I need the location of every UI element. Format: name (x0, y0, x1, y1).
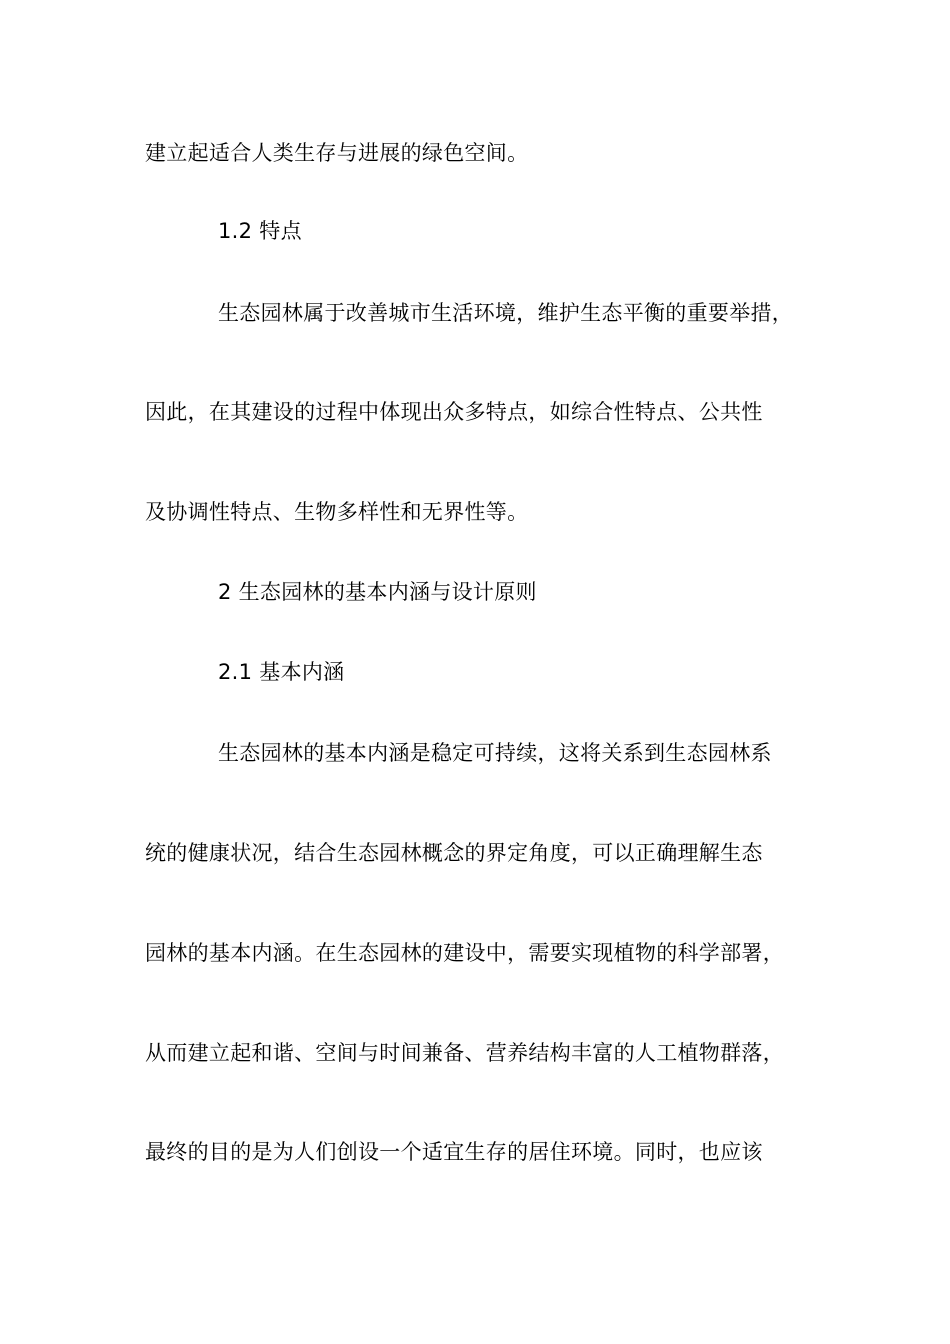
section-heading: 2.1 基本内涵 (218, 660, 345, 684)
paragraph-line: 生态园林的基本内涵是稳定可持续，这将关系到生态园林系 (218, 741, 772, 765)
section-heading: 2 生态园林的基本内涵与设计原则 (218, 580, 537, 604)
paragraph-line: 园林的基本内涵。在生态园林的建设中，需要实现植物的科学部署， (145, 941, 784, 965)
paragraph-line: 及协调性特点、生物多样性和无界性等。 (145, 500, 529, 524)
paragraph-line: 生态园林属于改善城市生活环境，维护生态平衡的重要举措， (218, 301, 794, 325)
paragraph-line: 从而建立起和谐、空间与时间兼备、营养结构丰富的人工植物群落， (145, 1041, 784, 1065)
paragraph-line: 统的健康状况，结合生态园林概念的界定角度，可以正确理解生态 (145, 841, 763, 865)
paragraph-line: 因此，在其建设的过程中体现出众多特点，如综合性特点、公共性 (145, 400, 763, 424)
paragraph-line: 建立起适合人类生存与进展的绿色空间。 (145, 141, 529, 165)
section-heading: 1.2 特点 (218, 219, 302, 243)
paragraph-line: 最终的目的是为人们创设一个适宜生存的居住环境。同时，也应该 (145, 1140, 763, 1164)
